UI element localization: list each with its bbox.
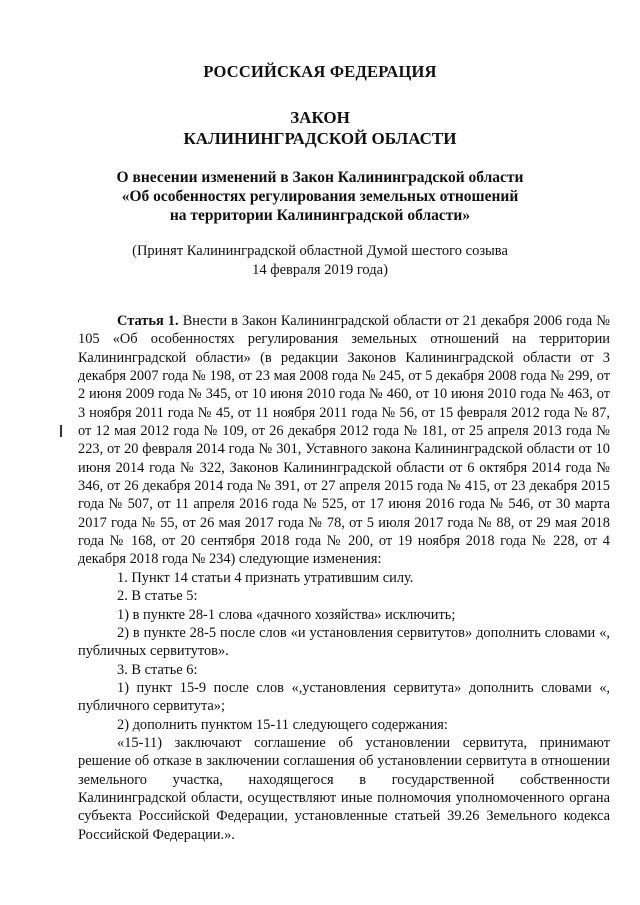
article-1-label: Статья 1. (117, 313, 179, 329)
region-label: КАЛИНИНГРАДСКОЙ ОБЛАСТИ (183, 129, 457, 148)
federation-heading: РОССИЙСКАЯ ФЕДЕРАЦИЯ (203, 62, 437, 81)
law-heading (0, 107, 640, 149)
accepted-note-line-2: 14 февраля 2019 года) (252, 261, 388, 278)
item-15-11-text: «15-11) заключают соглашение об установлении сервитута, принимают решение об отказе в заключении соглашения об установлении сервитута в отношении земельного участка, находящегося в государственной собственности Калининградской области, осуществляют иные полномочия уполномоченного органа субъекта Российской Федерации, установленные статьей 39.26 Земельного кодекса Российской Федерации.». (78, 734, 610, 843)
law-body (78, 312, 610, 844)
law-title-line-3: на территории Калининградской области» (169, 207, 471, 224)
law-title-line-2: «Об особенностях регулирования земельных отношений (121, 188, 519, 205)
accepted-note (0, 242, 640, 279)
item-3: 3. В статье 6: (117, 661, 198, 678)
item-3-1: 1) пункт 15-9 после слов «,установления сервитута» дополнить словами «, публичного сервитута»; (78, 679, 610, 715)
accepted-note-line-1: (Принят Калининградской областной Думой шестого созыва (132, 243, 508, 259)
margin-mark (60, 425, 62, 437)
article-1-paragraph (78, 312, 610, 569)
item-2-1: 1) в пункте 28-1 слова «дачного хозяйства» исключить; (117, 606, 456, 623)
law-label: ЗАКОН (290, 108, 350, 127)
item-3-2: 2) дополнить пунктом 15-11 следующего содержания: (117, 716, 448, 733)
article-1-text: Внести в Закон Калининградской области от 21 декабря 2006 года № 105 «Об особенностях регулирования земельных отношений на территории Калининградской области» (в редакции Законов Калининградской области от 3 декабря 2007 года № 198, от 23 мая 2008 года № 245, от 5 декабря 2008 года № 299, от 2 июня 2009 года № 345, от 10 июня 2010 года № 460, от 10 июня 2010 года № 463, от 3 ноября 2011 года № 45, от 11 ноября 2011 года № 56, от 15 февраля 2012 года № 87, от 12 мая 2012 года № 109, от 26 декабря 2012 года № 181, от 25 апреля 2013 года № 223, от 20 февраля 2014 года № 301, Уставного закона Калининградской области от 10 июня 2014 года № 322, Законов Калининградской области от 6 октября 2014 года № 346, от 26 декабря 2014 года № 391, от 27 апреля 2015 года № 415, от 23 декабря 2015 года № 507, от 11 апреля 2016 года № 525, от 17 июня 2016 года № 546, от 30 марта 2017 года № 55, от 26 мая 2017 года № 78, от 5 июля 2017 года № 88, от 29 мая 2018 года № 168, от 20 сентября 2018 года № 200, от 19 ноября 2018 года № 228, от 4 декабря 2018 года № 234) следующие изменения: (78, 313, 610, 568)
law-title (0, 168, 640, 225)
law-title-line-1: О внесении изменений в Закон Калининградской области (116, 169, 524, 186)
item-2: 2. В статье 5: (117, 588, 198, 605)
item-2-2: 2) в пункте 28-5 после слов «и установления сервитутов» дополнить словами «, публичных сервитутов». (78, 624, 610, 660)
item-1: 1. Пункт 14 статьи 4 признать утратившим силу. (117, 569, 414, 586)
